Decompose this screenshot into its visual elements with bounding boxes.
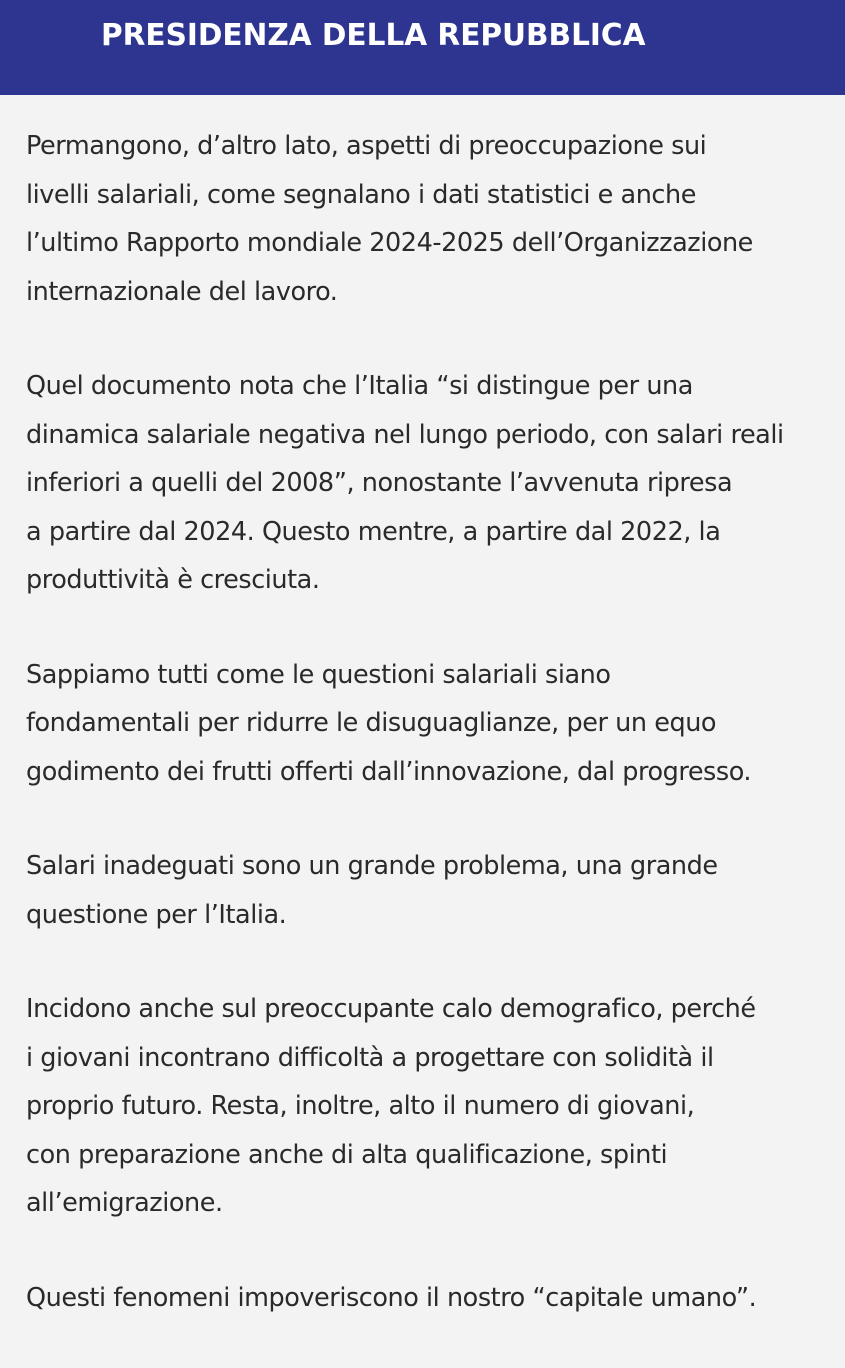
text-line: Sappiamo tutti come le questioni salariali siano	[26, 659, 611, 690]
text-line: inferiori a quelli del 2008”, nonostante l’avvenuta ripresa	[26, 468, 733, 498]
article-body	[26, 122, 826, 1368]
text-line: Permangono, d’altro lato, aspetti di preoccupazione sui	[26, 131, 707, 161]
paragraph-3	[26, 651, 826, 797]
paragraph-6	[26, 1274, 826, 1323]
text-line: dinamica salariale negativa nel lungo periodo, con salari reali	[26, 419, 784, 450]
text-line: a partire dal 2024. Questo mentre, a partire dal 2022, la	[26, 516, 721, 547]
text-line: produttività è cresciuta.	[26, 565, 320, 595]
text-line: fondamentali per ridurre le disuguaglianze, per un equo	[26, 708, 717, 738]
text-line: questione per l’Italia.	[26, 899, 287, 930]
page-title: PRESIDENZA DELLA REPUBBLICA	[101, 18, 646, 53]
text-line: Salari inadeguati sono un grande problema, una grande	[26, 851, 718, 881]
text-line: i giovani incontrano difficoltà a progettare con solidità il	[26, 1042, 714, 1073]
text-line: Incidono anche sul preoccupante calo demografico, perché	[26, 994, 756, 1024]
paragraph-2	[26, 362, 826, 605]
text-line: Questi fenomeni impoveriscono il nostro “capitale umano”.	[26, 1282, 757, 1313]
text-line: proprio futuro. Resta, inoltre, alto il numero di giovani,	[26, 1091, 695, 1121]
text-line: Quel documento nota che l’Italia “si distingue per una	[26, 371, 693, 401]
paragraph-4	[26, 842, 826, 939]
text-line: con preparazione anche di alta qualificazione, spinti	[26, 1139, 668, 1170]
text-line: livelli salariali, come segnalano i dati statistici e anche	[26, 179, 696, 210]
text-line: all’emigrazione.	[26, 1188, 223, 1218]
text-line: l’ultimo Rapporto mondiale 2024-2025 dell’Organizzazione	[26, 228, 753, 258]
paragraph-1	[26, 122, 826, 316]
header-bar	[0, 0, 845, 95]
text-line: internazionale del lavoro.	[26, 276, 338, 307]
paragraph-5	[26, 985, 826, 1228]
text-line: godimento dei frutti offerti dall’innovazione, dal progresso.	[26, 756, 752, 787]
